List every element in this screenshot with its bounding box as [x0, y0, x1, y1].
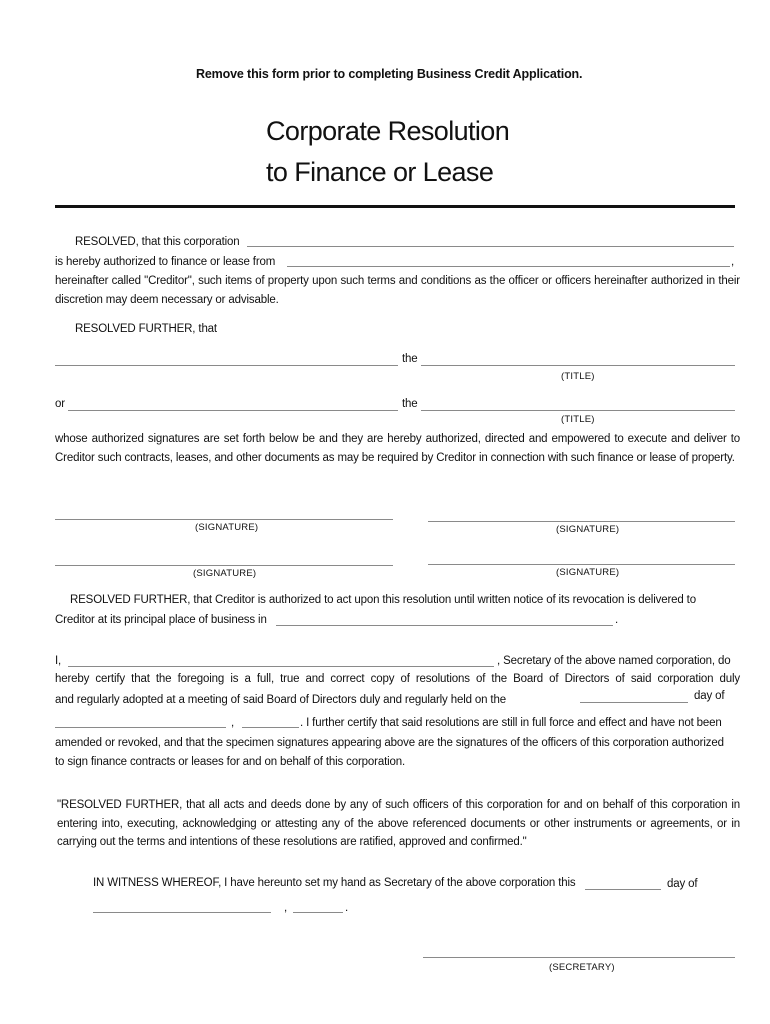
officer-2-or-label: or	[55, 398, 65, 410]
title-divider	[55, 205, 735, 208]
officer-2-name-field[interactable]	[68, 397, 398, 411]
signature-line-1[interactable]	[55, 519, 393, 520]
signature-line-2[interactable]	[428, 521, 735, 522]
resolved-further-that-label: RESOLVED FURTHER, that	[75, 323, 217, 335]
certification-day-of: day of	[694, 690, 725, 702]
creditor-name-field[interactable]	[287, 253, 730, 267]
revocation-line-2-label: Creditor at its principal place of business in	[55, 614, 267, 626]
witness-text: IN WITNESS WHEREOF, I have hereunto set my hand as Secretary of the above corporation this	[93, 877, 576, 889]
revocation-line-2-period: .	[615, 614, 619, 626]
officer-1-the-label: the	[402, 353, 418, 365]
principal-place-field[interactable]	[276, 612, 613, 626]
officer-2-the-label: the	[402, 398, 418, 410]
certification-secretary-text: , Secretary of the above named corporation, do	[497, 655, 731, 667]
certification-line-6: to sign finance contracts or leases for and on behalf of this corporation.	[55, 756, 406, 768]
certification-line-5: amended or revoked, and that the specimen signatures appearing above are the signatures of the officers of this corporation authorized	[55, 737, 724, 749]
officer-1-name-field[interactable]	[55, 352, 398, 366]
officer-1-title-field[interactable]	[421, 352, 735, 366]
creditor-definition-paragraph: hereinafter called "Creditor", such items of property upon such terms and conditions as the officer or officers hereinafter authorized in their discretion may deem necessary or advisable.	[55, 275, 740, 306]
signature-caption-1: (SIGNATURE)	[195, 522, 259, 533]
witness-comma: ,	[284, 902, 288, 914]
meeting-year-field[interactable]	[242, 714, 299, 728]
signature-caption-3: (SIGNATURE)	[193, 568, 257, 579]
corporation-name-field[interactable]	[247, 233, 734, 247]
secretary-signature-line[interactable]	[423, 957, 735, 958]
ratification-paragraph: "RESOLVED FURTHER, that all acts and deeds done by any of such officers of this corporation for and on behalf of this corporation in entering into, executing, acknowledging or attesting any of the above referenced documents or other instruments or agreements, or in carrying out the terms and intentions of these resolutions are ratified, approved and confirmed."	[57, 799, 740, 848]
resolved-line-2-label: is hereby authorized to finance or lease from	[55, 256, 276, 268]
witness-period: .	[345, 902, 349, 914]
revocation-line-1: RESOLVED FURTHER, that Creditor is authorized to act upon this resolution until written notice of its revocation is delivered to	[70, 594, 696, 606]
signature-caption-2: (SIGNATURE)	[556, 524, 620, 535]
officer-2-title-caption: (TITLE)	[561, 414, 595, 425]
witness-day-field[interactable]	[585, 876, 661, 890]
header-note: Remove this form prior to completing Business Credit Application.	[196, 67, 583, 81]
officer-1-title-caption: (TITLE)	[561, 371, 595, 382]
secretary-caption: (SECRETARY)	[549, 962, 615, 973]
secretary-name-field[interactable]	[68, 653, 494, 667]
officer-2-title-field[interactable]	[421, 397, 735, 411]
certification-i-label: I,	[55, 655, 62, 667]
signature-line-4[interactable]	[428, 564, 735, 565]
certification-comma: ,	[231, 717, 235, 729]
meeting-month-field[interactable]	[55, 714, 226, 728]
witness-month-field[interactable]	[93, 899, 271, 913]
certification-line-3: and regularly adopted at a meeting of said Board of Directors duly and regularly held on the	[55, 694, 506, 706]
certification-line-2: hereby certify that the foregoing is a full, true and correct copy of resolutions of the Board of Directors of said corporation duly	[55, 673, 740, 685]
page-title-line-2: to Finance or Lease	[266, 157, 494, 187]
authorization-paragraph: whose authorized signatures are set forth below be and they are hereby authorized, directed and empowered to execute and deliver to Creditor such contracts, leases, and other documents as may be required by Creditor in connection with such finance or lease of property.	[55, 433, 740, 464]
resolved-line-1-label: RESOLVED, that this corporation	[75, 236, 240, 248]
signature-caption-4: (SIGNATURE)	[556, 567, 620, 578]
resolved-line-2-comma: ,	[731, 256, 735, 268]
page-title-line-1: Corporate Resolution	[266, 116, 510, 146]
signature-line-3[interactable]	[55, 565, 393, 566]
witness-year-field[interactable]	[293, 899, 343, 913]
meeting-day-field[interactable]	[580, 689, 688, 703]
witness-day-of: day of	[667, 878, 698, 890]
certification-line-4: . I further certify that said resolutions are still in full force and effect and have not been	[300, 717, 722, 729]
